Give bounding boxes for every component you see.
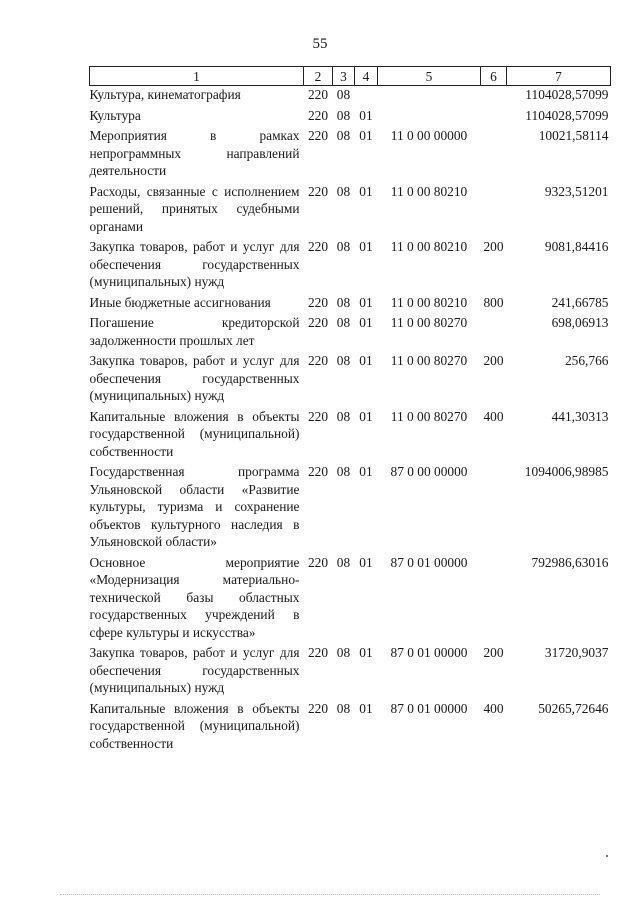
row-subsection: 01 [359,554,373,570]
row-amount: 241,66785 [551,294,609,310]
row-subsection: 01 [359,700,373,716]
row-target: 11 0 00 00000 [390,128,468,143]
row-target: 11 0 00 80210 [390,183,468,199]
row-subsection: 01 [359,128,373,143]
row-section: 08 [336,294,351,310]
row-type [481,86,507,107]
header-col-type: 6 [481,67,507,86]
row-ministry: 220 [307,645,329,660]
row-subsection: 01 [359,315,373,330]
table-row [90,463,611,554]
table-row [90,408,611,464]
row-name: Погашение кредиторской задолженности прошлых лет [89,315,300,348]
row-ministry: 220 [307,315,329,330]
row-type [481,107,507,128]
row-ministry: 220 [307,294,329,310]
table-row [90,352,611,408]
row-subsection: 01 [359,464,373,479]
scan-speck [606,855,608,857]
row-ministry: 220 [307,700,329,716]
row-target: 87 0 00 00000 [390,464,468,479]
row-amount: 9323,51201 [544,183,609,199]
row-subsection: 01 [359,408,373,424]
page-number: 55 [312,36,328,52]
row-ministry: 220 [307,87,329,102]
row-type [481,314,507,352]
table-row [90,314,611,352]
row-subsection: 01 [359,183,373,199]
table-row [90,644,611,700]
table-row [90,294,611,315]
row-section: 08 [336,87,351,102]
row-type: 800 [483,294,504,310]
row-ministry: 220 [307,554,329,570]
row-ministry: 220 [307,128,329,143]
row-ministry: 220 [307,353,329,368]
row-ministry: 220 [307,183,329,199]
row-target: 87 0 01 00000 [390,700,468,716]
row-type [481,127,507,183]
row-target: 87 0 01 00000 [390,554,468,570]
row-amount: 50265,72646 [538,700,609,716]
table-row [90,554,611,645]
row-subsection: 01 [359,239,373,254]
row-amount: 256,766 [564,353,609,368]
table-row [90,86,611,107]
row-ministry: 220 [307,239,329,254]
header-col-name: 1 [90,67,304,86]
row-amount: 1104028,57099 [525,107,609,123]
header-col-subsection: 4 [355,67,378,86]
table-header-row [90,67,611,86]
table-row [90,700,611,756]
row-name: Иные бюджетные ассигнования [89,294,271,310]
row-section: 08 [336,183,351,199]
row-section: 08 [336,128,351,143]
row-type: 400 [483,408,504,424]
row-name: Культура, кинематография [89,87,241,102]
row-type: 200 [483,353,504,368]
header-col-ministry: 2 [304,67,333,86]
row-amount: 1094006,98985 [524,464,609,479]
scan-edge [60,893,600,895]
header-col-section: 3 [333,67,355,86]
row-ministry: 220 [307,464,329,479]
row-section: 08 [336,315,351,330]
row-amount: 1104028,57099 [525,87,609,102]
budget-table [89,66,611,755]
row-target: 11 0 00 80270 [390,353,468,368]
row-subsection [355,86,378,107]
row-amount: 31720,9037 [544,645,609,660]
row-ministry: 220 [307,107,329,123]
row-target: 11 0 00 80270 [390,408,468,424]
row-name: Капитальные вложения в объекты государственной (муниципальной) собственности [89,408,300,459]
table-row [90,238,611,294]
row-target: 11 0 00 80210 [390,239,468,254]
row-amount: 441,30313 [551,408,609,424]
row-target [378,86,481,107]
row-section: 08 [336,554,351,570]
row-type [481,554,507,645]
row-name: Закупка товаров, работ и услуг для обеспечения государственных (муниципальных) нужд [89,353,300,403]
row-subsection: 01 [359,107,373,123]
row-type: 400 [483,700,504,716]
row-name: Закупка товаров, работ и услуг для обеспечения государственных (муниципальных) нужд [89,239,300,289]
row-name: Культура [89,107,141,123]
row-name: Государственная программа Ульяновской области «Развитие культуры, туризма и сохранение объектов культурного наследия в Ульяновской области» [89,464,300,549]
row-section: 08 [336,107,351,123]
table-row [90,183,611,239]
row-ministry: 220 [307,408,329,424]
table-row [90,107,611,128]
row-subsection: 01 [359,645,373,660]
row-name: Расходы, связанные с исполнением решений, принятых судебными органами [89,183,300,234]
table-row [90,127,611,183]
row-type: 200 [483,239,504,254]
row-name: Закупка товаров, работ и услуг для обеспечения государственных (муниципальных) нужд [89,645,300,695]
header-col-target: 5 [378,67,481,86]
row-type: 200 [483,645,504,660]
header-col-amount: 7 [507,67,611,86]
row-section: 08 [336,353,351,368]
row-amount: 10021,58114 [538,128,609,143]
row-subsection: 01 [359,294,373,310]
row-subsection: 01 [359,353,373,368]
row-target: 87 0 01 00000 [390,645,468,660]
row-section: 08 [336,645,351,660]
row-name: Основное мероприятие «Модернизация материально-технической базы областных государственных учреждений в сфере культуры и искусства» [89,554,300,640]
row-target [378,107,481,128]
row-amount: 9081,84416 [544,239,609,254]
row-name: Капитальные вложения в объекты государственной (муниципальной) собственности [89,700,300,751]
row-amount: 792986,63016 [531,554,609,570]
row-type [481,183,507,239]
row-type [481,463,507,554]
row-target: 11 0 00 80270 [390,315,468,330]
row-name: Мероприятия в рамках непрограммных направлений деятельности [89,128,300,178]
row-target: 11 0 00 80210 [390,294,468,310]
row-section: 08 [336,239,351,254]
row-section: 08 [336,464,351,479]
row-section: 08 [336,408,351,424]
row-amount: 698,06913 [551,315,609,330]
row-section: 08 [336,700,351,716]
